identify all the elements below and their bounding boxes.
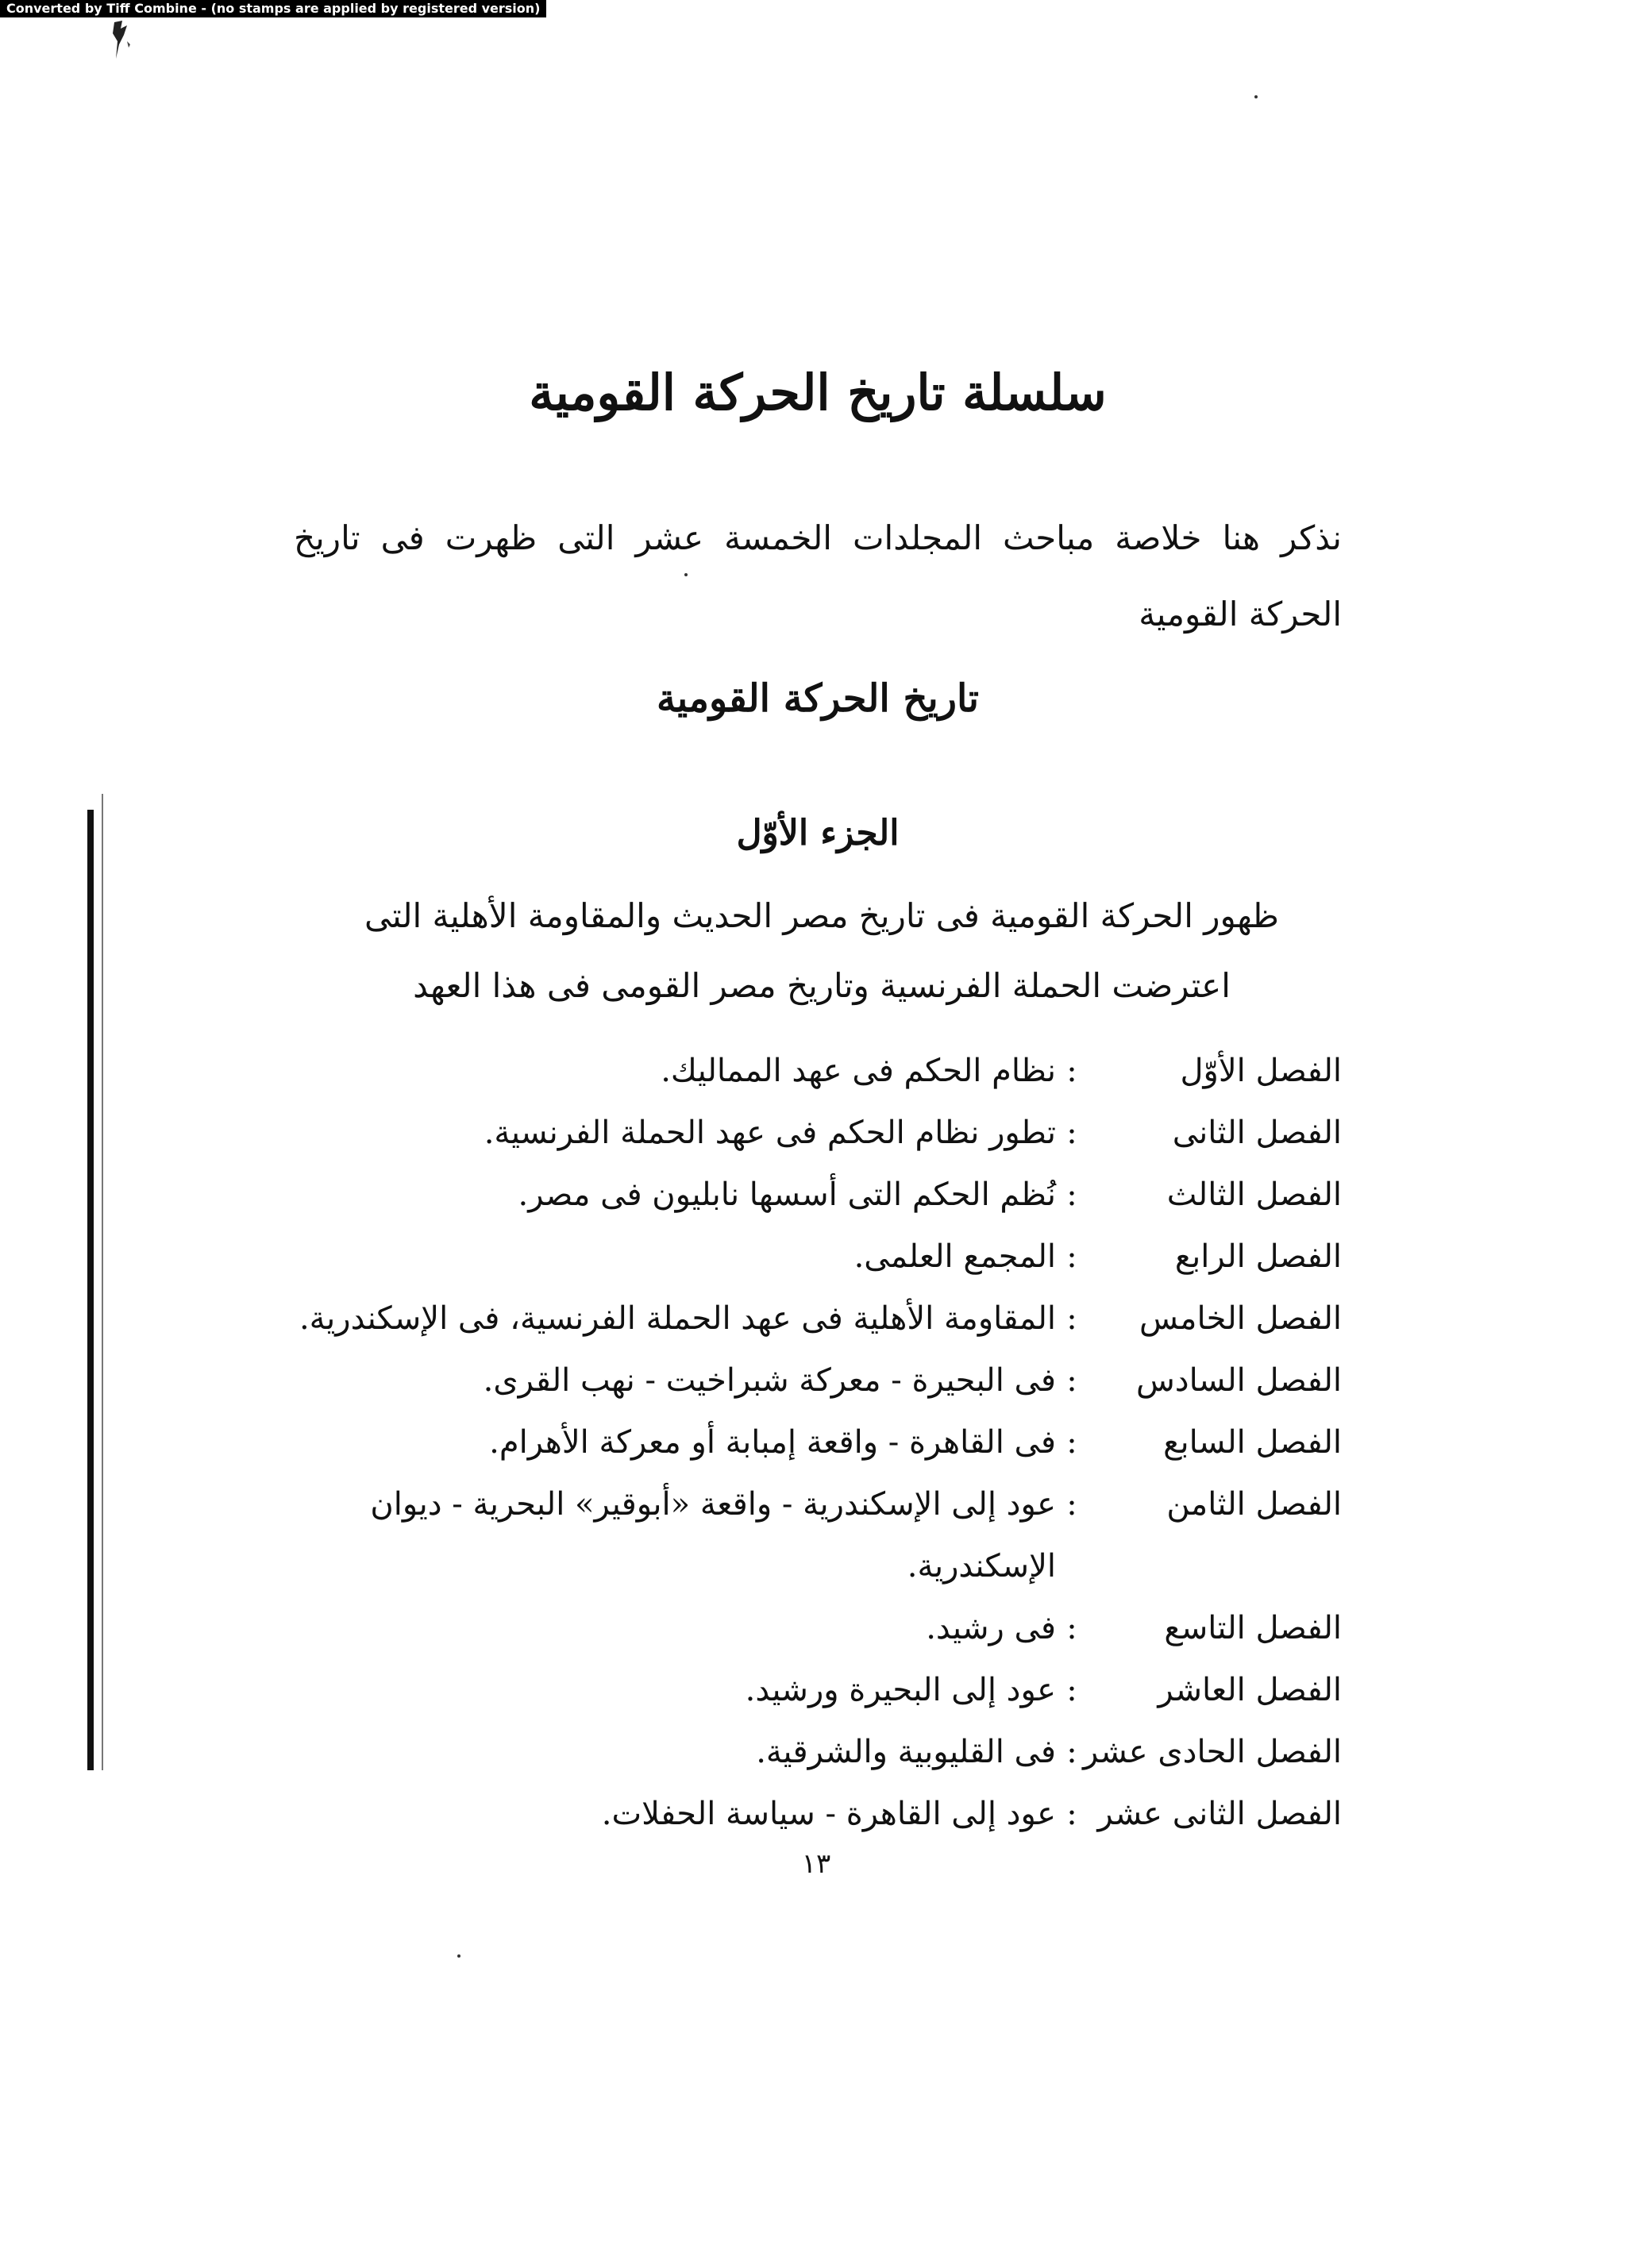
chapter-colon: : [1066,1486,1077,1523]
chapter-title: فى البحيرة - معركة شبراخيت - نهب القرى. [483,1362,1056,1399]
chapter-title: عود إلى الإسكندرية - واقعة «أبوقير» البحرية - ديوان الإسكندرية. [370,1486,1056,1585]
chapter-colon: : [1066,1053,1077,1089]
chapter-colon: : [1066,1796,1077,1832]
part-description: ظهور الحركة القومية فى تاريخ مصر الحديث والمقاومة الأهلية التى اعترضت الحملة الفرنسية وتاريخ مصر القومى فى هذا العهد [364,896,1279,1005]
chapter-title: عود إلى القاهرة - سياسة الحفلات. [601,1796,1056,1832]
page-number: ١٣ [801,1848,831,1880]
chapter-title: فى القليوبية والشرقية. [756,1734,1056,1770]
scan-artifact-mark [111,17,138,65]
chapter-item [294,1721,1342,1783]
chapter-label: الفصل الثانى [1172,1115,1342,1151]
section-title: تاريخ الحركة القومية [657,676,979,721]
chapter-label: الفصل الثانى عشر [1097,1796,1342,1832]
scan-edge-rule-thin [102,794,103,1770]
scan-edge-rule [87,810,94,1770]
chapter-colon: : [1066,1672,1077,1708]
chapter-item [294,1164,1342,1226]
chapter-label: الفصل الحادى عشر [1083,1734,1342,1770]
chapter-list [294,1040,1342,1845]
chapter-item [294,1783,1342,1845]
chapter-colon: : [1066,1176,1077,1213]
chapter-item [294,1473,1342,1597]
chapter-item [294,1040,1342,1102]
chapter-label: الفصل السادس [1135,1362,1342,1399]
chapter-title: المجمع العلمى. [853,1238,1056,1275]
chapter-item [294,1597,1342,1659]
chapter-title: المقاومة الأهلية فى عهد الحملة الفرنسية، فى الإسكندرية. [299,1300,1056,1337]
chapter-label: الفصل العاشر [1158,1672,1342,1708]
chapter-label: الفصل الرابع [1174,1238,1342,1275]
chapter-label: الفصل الثامن [1166,1486,1342,1523]
converter-banner: Converted by Tiff Combine - (no stamps are applied by registered version) [0,0,546,17]
chapter-title: تطور نظام الحكم فى عهد الحملة الفرنسية. [484,1115,1056,1151]
chapter-label: الفصل التاسع [1164,1610,1342,1646]
chapter-label: الفصل الثالث [1166,1176,1342,1213]
document-page [294,0,1342,2268]
chapter-colon: : [1066,1362,1077,1399]
chapter-title: نظام الحكم فى عهد المماليك. [661,1053,1056,1089]
chapter-title: فى رشيد. [926,1610,1056,1646]
chapter-colon: : [1066,1115,1077,1151]
chapter-colon: : [1066,1610,1077,1646]
chapter-colon: : [1066,1424,1077,1461]
chapter-item [294,1226,1342,1288]
chapter-colon: : [1066,1300,1077,1337]
chapter-item [294,1288,1342,1350]
part-title: الجزء الأوّل [736,813,900,853]
chapter-label: الفصل الخامس [1139,1300,1342,1337]
chapter-colon: : [1066,1734,1077,1770]
chapter-title: نُظم الحكم التى أسسها نابليون فى مصر. [518,1176,1056,1213]
chapter-item [294,1102,1342,1164]
chapter-label: الفصل الأوّل [1180,1053,1342,1089]
intro-paragraph: نذكر هنا خلاصة مباحث المجلدات الخمسة عشر التى ظهرت فى تاريخ الحركة القومية [294,518,1342,633]
chapter-item [294,1411,1342,1473]
chapter-item [294,1659,1342,1721]
chapter-colon: : [1066,1238,1077,1275]
chapter-title: عود إلى البحيرة ورشيد. [745,1672,1056,1708]
series-title: سلسلة تاريخ الحركة القومية [529,364,1107,422]
chapter-label: الفصل السابع [1163,1424,1342,1461]
chapter-item [294,1350,1342,1411]
chapter-title: فى القاهرة - واقعة إمبابة أو معركة الأهرام. [489,1424,1056,1461]
